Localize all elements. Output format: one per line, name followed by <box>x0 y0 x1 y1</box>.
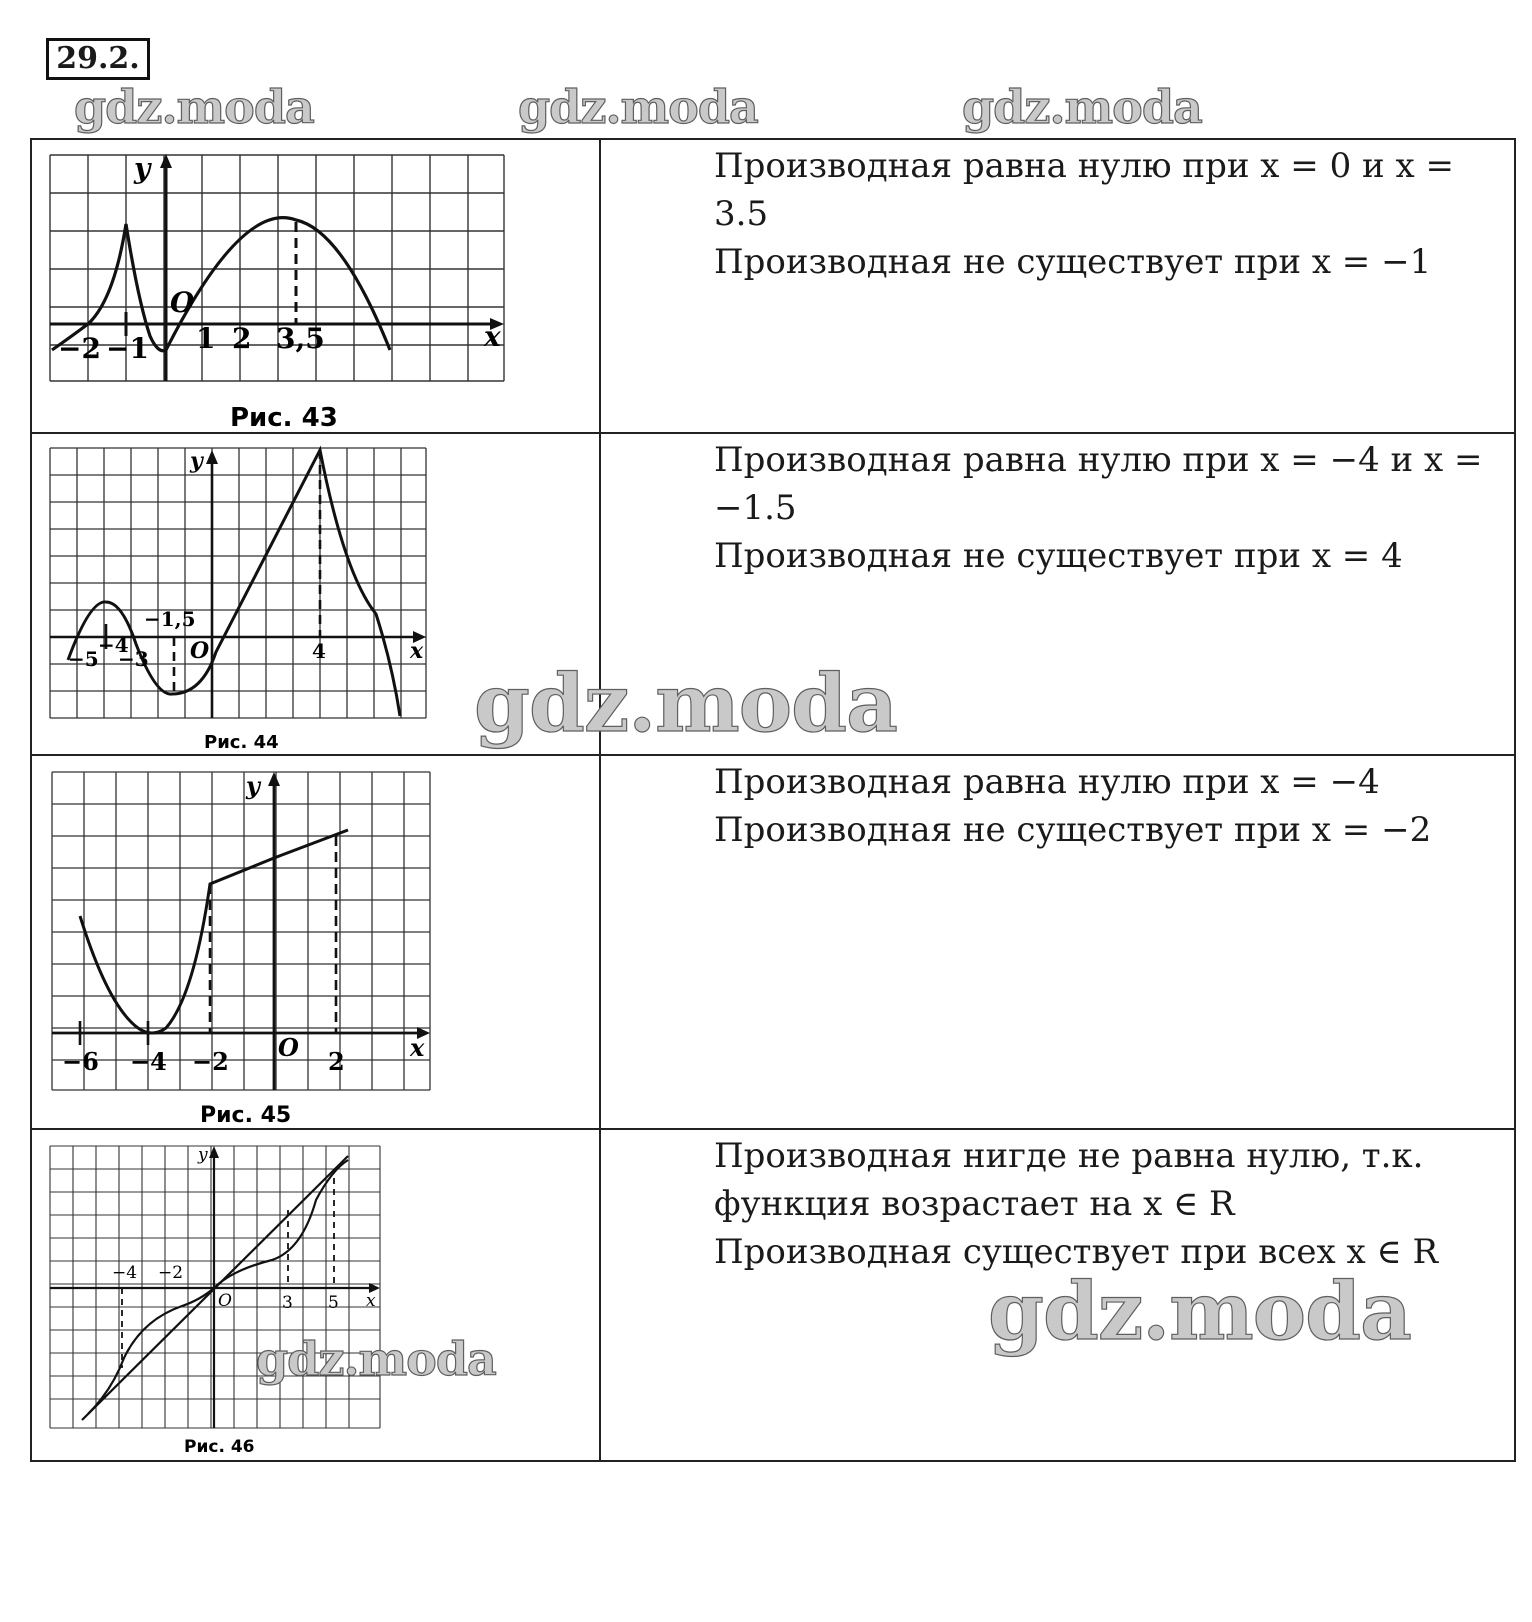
figure-caption: Рис. 45 <box>200 1103 292 1128</box>
tick-label: −2 <box>58 332 101 365</box>
origin-label: O <box>190 638 210 664</box>
answer-line: Производная равна нулю при x = −4 и x = −1.5 <box>714 440 1483 528</box>
watermark: gdz.moda <box>962 80 1202 134</box>
answer-line: Производная равна нулю при x = 0 и x = 3.5 <box>714 146 1454 234</box>
axis-x-label: x <box>410 1033 425 1062</box>
axis-x-label: x <box>484 320 501 353</box>
answer-cell <box>600 139 1515 433</box>
tick-label: −4 <box>98 633 129 657</box>
tick-label: 4 <box>312 639 326 663</box>
figure-cell <box>31 755 600 1129</box>
tick-label: −1 <box>106 332 149 365</box>
axis-y-label: y <box>198 1145 208 1165</box>
origin-label: O <box>170 286 195 319</box>
answer-line: Производная не существует при x = −1 <box>714 242 1432 282</box>
table-row <box>31 139 1515 433</box>
tick-label: −4 <box>112 1263 138 1283</box>
answer-cell <box>600 755 1515 1129</box>
figure-caption: Рис. 43 <box>230 403 338 433</box>
watermark: gdz.moda <box>518 80 758 134</box>
axis-y-label: y <box>134 152 151 185</box>
tick-label: 3 <box>282 1293 293 1313</box>
answer-line: Производная нигде не равна нулю, т.к. функция возрастает на x ∈ R <box>714 1136 1424 1224</box>
tick-label: −5 <box>68 647 99 671</box>
figure-46 <box>32 1130 599 1462</box>
axis-y-label: y <box>190 448 203 474</box>
tick-label: −4 <box>130 1047 167 1076</box>
watermark: gdz.moda <box>988 1264 1411 1358</box>
task-number: 29.2. <box>46 38 150 80</box>
tick-label: −1,5 <box>144 607 196 631</box>
watermark: gdz.moda <box>474 656 897 750</box>
watermark: gdz.moda <box>256 1332 496 1386</box>
figure-43 <box>32 140 599 434</box>
answer-line: Производная равна нулю при x = −4 <box>714 762 1380 802</box>
tick-label: −2 <box>192 1047 229 1076</box>
tick-label: 5 <box>328 1293 339 1313</box>
tick-label: −2 <box>158 1263 184 1283</box>
figure-45 <box>32 756 599 1130</box>
tick-label: −3 <box>118 647 149 671</box>
tick-label: 1 <box>196 322 216 355</box>
axis-x-label: x <box>366 1291 376 1311</box>
tick-label: 2 <box>232 322 252 355</box>
origin-label: O <box>218 1291 232 1311</box>
origin-label: O <box>278 1033 299 1062</box>
answer-line: Производная существует при всех x ∈ R <box>714 1232 1439 1272</box>
figure-caption: Рис. 46 <box>184 1437 255 1457</box>
answer-line: Производная не существует при x = 4 <box>714 536 1403 576</box>
axis-y-label: y <box>246 771 260 800</box>
figure-cell <box>31 139 600 433</box>
figure-cell <box>31 1129 600 1461</box>
tick-label: 3,5 <box>276 322 325 355</box>
axis-x-label: x <box>410 638 424 664</box>
table-row <box>31 755 1515 1129</box>
figure-caption: Рис. 44 <box>204 732 279 753</box>
tick-label: 2 <box>328 1047 345 1076</box>
watermark: gdz.moda <box>74 80 314 134</box>
answer-line: Производная не существует при x = −2 <box>714 810 1432 850</box>
tick-label: −6 <box>62 1047 99 1076</box>
